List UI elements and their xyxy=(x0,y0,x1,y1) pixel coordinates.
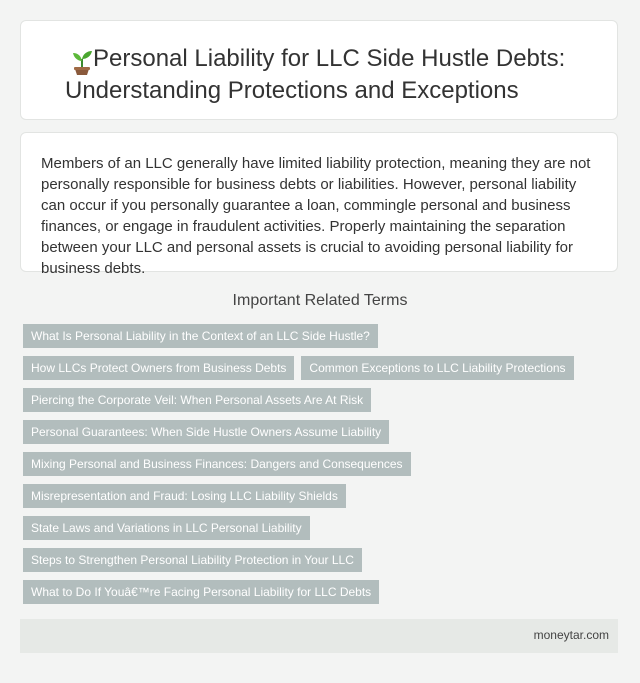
related-terms-list xyxy=(23,324,613,604)
term-tag[interactable]: Common Exceptions to LLC Liability Protections xyxy=(301,356,573,380)
related-terms-heading: Important Related Terms xyxy=(232,292,408,309)
footer-bar xyxy=(20,619,618,653)
term-tag[interactable]: State Laws and Variations in LLC Personal Liability xyxy=(23,516,310,540)
term-tag[interactable]: How LLCs Protect Owners from Business Debts xyxy=(23,356,294,380)
page-title: Personal Liability for LLC Side Hustle Debts: Understanding Protections and Exceptions xyxy=(65,45,566,104)
term-tag[interactable]: Piercing the Corporate Veil: When Personal Assets Are At Risk xyxy=(23,388,371,412)
term-tag[interactable]: Mixing Personal and Business Finances: Dangers and Consequences xyxy=(23,452,411,476)
term-tag[interactable]: Personal Guarantees: When Side Hustle Owners Assume Liability xyxy=(23,420,389,444)
intro-paragraph: Members of an LLC generally have limited liability protection, meaning they are not personally responsible for business debts or liabilities. However, personal liability can occur if you personally guarantee a loan, commingle personal and business finances, or engage in fraudulent activities. Properly maintaining the separation between your LLC and personal assets is crucial to avoiding personal liability for business debts. xyxy=(41,155,591,277)
term-tag[interactable]: Steps to Strengthen Personal Liability Protection in Your LLC xyxy=(23,548,362,572)
intro-card xyxy=(20,132,618,277)
title-wrap xyxy=(65,43,587,107)
term-tag[interactable]: What to Do If Youâ€™re Facing Personal Liability for LLC Debts xyxy=(23,580,379,604)
sprout-icon xyxy=(67,46,97,76)
title-card xyxy=(20,20,618,120)
term-tag[interactable]: What Is Personal Liability in the Context of an LLC Side Hustle? xyxy=(23,324,378,348)
footer-site-link[interactable]: moneytar.com xyxy=(533,628,609,642)
term-tag[interactable]: Misrepresentation and Fraud: Losing LLC Liability Shields xyxy=(23,484,346,508)
